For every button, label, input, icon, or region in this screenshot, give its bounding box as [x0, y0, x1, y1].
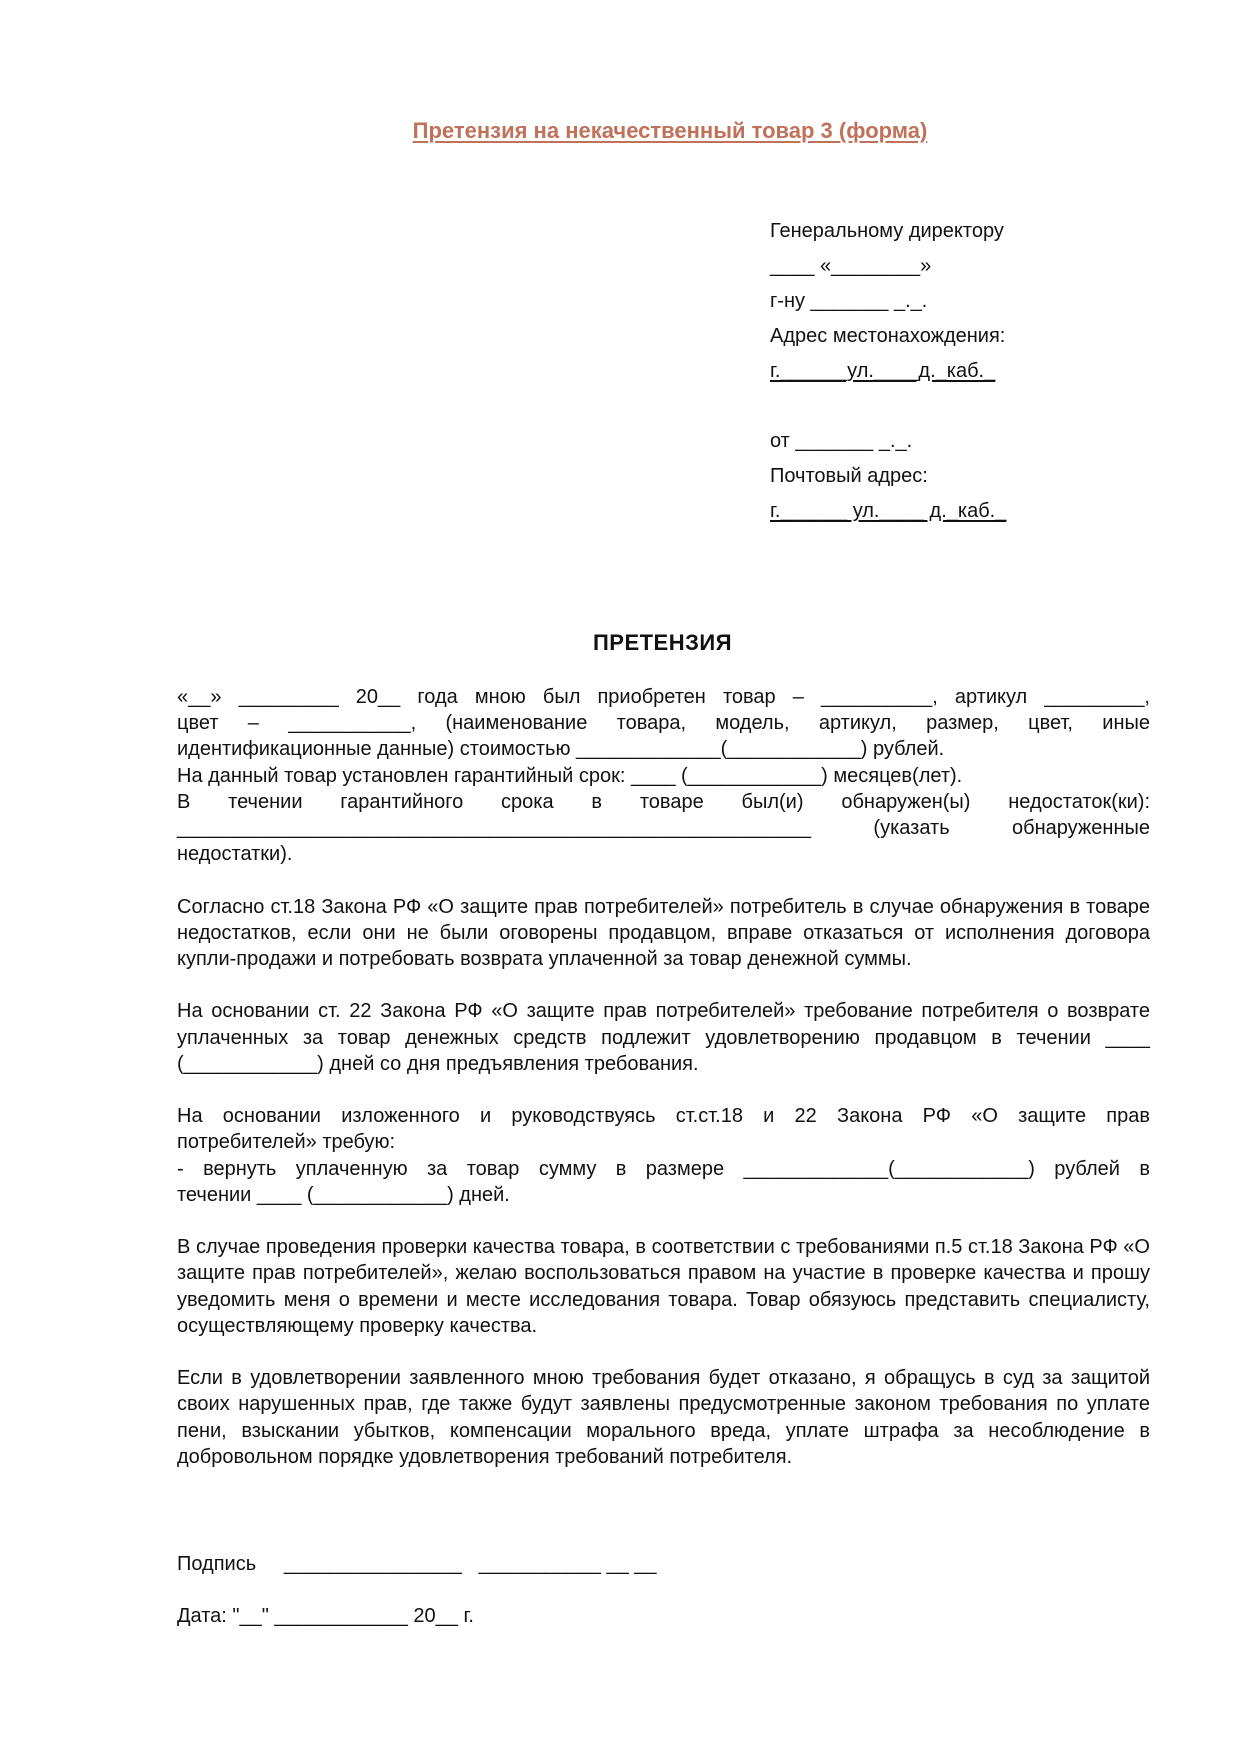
signature-line: Подпись ________________ ___________ __ __ — [177, 1553, 657, 1575]
para1-line-4: На данный товар установлен гарантийный срок: ____ (____________) месяцев(лет). — [177, 764, 963, 787]
para1-line-2: цвет – ___________, (наименование товара, модель, артикул, размер, цвет, иные — [177, 712, 1150, 735]
para1-line-3: идентификационные данные) стоимостью _____________(____________) рублей. — [177, 738, 945, 761]
addressee-line-3: г-ну _______ _._. — [770, 290, 928, 312]
para1-line-6: _________________________________________________________ (указать обнаруженные — [177, 817, 1150, 840]
paragraph-article-22: На основании ст. 22 Закона РФ «О защите прав потребителей» требование потребителя о возврате уплаченных за товар денежных средств подлежит удовлетворению продавцом в течении ____ (____________) дней со дня предъявления требования. — [177, 1000, 1150, 1075]
para1-line-5: В течении гарантийного срока в товаре был(и) обнаружен(ы) недостаток(ки): — [177, 790, 1150, 813]
para4-line-2: потребителей» требую: — [177, 1131, 396, 1154]
addressee-line-2: ____ «________» — [770, 255, 932, 277]
sender-line-2: Почтовый адрес: — [770, 465, 928, 487]
paragraph-purchase — [177, 684, 1150, 867]
addressee-line-1: Генеральному директору — [770, 220, 1004, 242]
addressee-line-5: г.______ул.____д._каб._ — [770, 360, 996, 382]
para1-line-1: «__» _________ 20__ года мною был приобретен товар – __________, артикул _________, — [177, 686, 1150, 708]
address-block — [770, 214, 1170, 529]
claim-body — [177, 684, 1150, 1496]
paragraph-quality-check: В случае проведения проверки качества товара, в соответствии с требованиями п.5 ст.18 Закона РФ «О защите прав потребителей», желаю воспользоваться правом на участие в проверке качества и прошу уведомить меня о времени и месте исследования товара. Товар обязуюсь представить специалисту, осуществляющему проверку качества. — [177, 1236, 1150, 1337]
para1-line-7: недостатки). — [177, 843, 293, 866]
para4-line-3: - вернуть уплаченную за товар сумму в размере _____________(____________) рублей в — [177, 1157, 1150, 1180]
claim-heading: ПРЕТЕНЗИЯ — [592, 630, 733, 655]
para4-line-1: На основании изложенного и руководствуясь ст.ст.18 и 22 Закона РФ «О защите прав — [177, 1105, 1150, 1128]
date-line: Дата: "__" ____________ 20__ г. — [177, 1605, 474, 1627]
paragraph-article-18: Согласно ст.18 Закона РФ «О защите прав потребителей» потребитель в случае обнаружения в товаре недостатков, если они не были оговорены продавцом, вправе отказаться от исполнения договора купли-продажи и потребовать возврата уплаченной за товар денежной суммы. — [177, 895, 1150, 971]
addressee-line-4: Адрес местонахождения: — [770, 325, 1006, 347]
sender-line-1: от _______ _._. — [770, 430, 913, 452]
paragraph-demand — [177, 1103, 1150, 1208]
sender-line-3: г.______ ул.____ д._каб._ — [770, 500, 1007, 522]
paragraph-court: Если в удовлетворении заявленного мною требования будет отказано, я обращусь в суд за защитой своих нарушенных прав, где также будут заявлены предусмотренные законом требования по уплате пени, взыскании убытков, компенсации морального вреда, уплате штрафа за несоблюдение в добровольном порядке удовлетворения требований потребителя. — [177, 1367, 1150, 1468]
para4-line-4: течении ____ (____________) дней. — [177, 1183, 510, 1206]
document-title: Претензия на некачественный товар 3 (форма) — [412, 118, 928, 143]
